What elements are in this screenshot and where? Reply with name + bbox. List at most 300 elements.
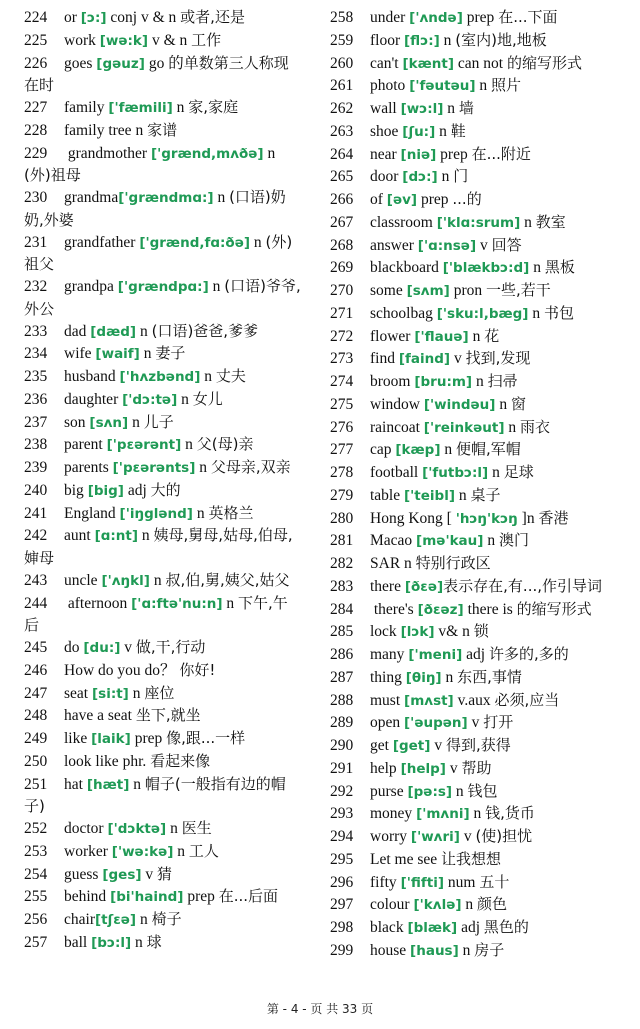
entry-meaning: 钱,货币 (485, 804, 535, 823)
entry-phonetic: [ges] (102, 866, 142, 883)
entry-part-of-speech: n (208, 278, 225, 295)
entry-number: 234 (24, 345, 48, 363)
entry-number: 263 (330, 122, 354, 140)
vocab-entry (24, 774, 302, 819)
entry-phonetic: [laik] (91, 731, 131, 747)
vocab-entry (330, 712, 606, 735)
vocab-entry (24, 525, 302, 570)
entry-phonetic: ['dɔ:tə] (122, 391, 178, 408)
entry-number: 267 (330, 213, 354, 231)
entry-part-of-speech: v& n (434, 623, 474, 641)
entry-word: dad (64, 322, 91, 340)
entry-phonetic: [θiŋ] (405, 669, 442, 686)
entry-number: 296 (330, 873, 354, 891)
entry-word: parent (64, 436, 107, 454)
entry-phonetic: ['pɛərənt] (106, 437, 182, 454)
entry-phonetic: [mə'kau] (416, 533, 484, 550)
vocab-entry (24, 232, 302, 277)
vocab-entry (330, 644, 606, 667)
vocab-entry (330, 189, 606, 212)
entry-word: some (370, 282, 407, 299)
vocab-entry (24, 751, 302, 774)
entry-word: daughter (64, 390, 123, 408)
entry-meaning: 窗 (510, 394, 526, 413)
entry-phonetic: ['ʌndə] (409, 10, 463, 26)
entry-number: 253 (24, 842, 48, 860)
entry-part-of-speech: prep (183, 888, 219, 906)
entry-word: raincoat (370, 418, 424, 436)
entry-word: How do you do？ (64, 661, 176, 679)
entry-number: 226 (24, 54, 48, 72)
entry-word: there's (370, 600, 418, 618)
vocab-entry (330, 439, 606, 462)
entry-part-of-speech: n (469, 805, 486, 823)
entry-phonetic: 'hɔŋ'kɔŋ (455, 510, 518, 527)
entry-phonetic: ['teibl] (404, 487, 456, 504)
vocab-entry (330, 303, 606, 326)
entry-part-of-speech: n (483, 532, 499, 550)
entry-phonetic: [get] (392, 738, 431, 754)
entry-number: 299 (330, 941, 354, 959)
entry-part-of-speech: n (166, 820, 182, 837)
entry-part-of-speech: go 的 (144, 54, 184, 72)
vocab-entry (330, 417, 606, 440)
vocab-entry (24, 434, 302, 457)
entry-part-of-speech: n (149, 571, 166, 589)
entry-meaning: 下午,午后 (24, 593, 288, 635)
entry-phonetic: [wə:k] (99, 32, 149, 49)
entry-number: 281 (330, 532, 354, 550)
entry-phonetic: [flɔ:] (404, 32, 440, 49)
entry-number: 279 (330, 486, 354, 504)
entry-phonetic: ['klɑ:srum] (436, 214, 521, 231)
entry-meaning: (外)祖父 (24, 232, 293, 274)
vocab-entry (24, 593, 302, 638)
entry-word: or (64, 9, 81, 26)
entry-word: window (370, 395, 424, 413)
entry-word: goes (64, 54, 97, 72)
entry-meaning: 东西,事情 (457, 667, 522, 686)
entry-number: 229 (24, 144, 48, 162)
entry-part-of-speech: prep (436, 145, 472, 163)
entry-word: table (370, 486, 404, 504)
entry-phonetic: [ðɛəz] (417, 601, 464, 618)
entry-phonetic: ['fifti] (400, 874, 444, 891)
entry-number: 251 (24, 775, 48, 793)
entry-phonetic: [kænt] (402, 55, 455, 72)
entry-meaning: (口语)奶奶,外婆 (24, 188, 286, 229)
entry-part-of-speech: phr. (118, 752, 151, 770)
entry-part-of-speech: prep (130, 730, 167, 747)
entry-meaning: 像,跟...一样 (166, 729, 246, 747)
entry-phonetic: [big] (87, 482, 124, 499)
entry-phonetic: [lɔk] (400, 624, 435, 641)
entry-number: 261 (330, 77, 354, 95)
entry-phonetic: ['iŋglənd] (119, 505, 193, 522)
entry-meaning: 教室 (535, 212, 566, 231)
entry-word: schoolbag (370, 304, 437, 322)
entry-word: classroom (370, 213, 437, 231)
entry-word: grandma (64, 189, 119, 206)
entry-word: do (64, 639, 84, 656)
entry-meaning: 许多的,多的 (488, 645, 569, 663)
entry-word: get (370, 737, 393, 754)
entry-word: wife (64, 345, 96, 363)
entry-number: 239 (24, 459, 48, 476)
entry-number: 268 (330, 236, 354, 254)
entry-number: 249 (24, 730, 48, 747)
entry-phonetic: [tʃɛə] (94, 912, 137, 928)
entry-part-of-speech: n (461, 896, 478, 914)
entry-meaning: 球 (146, 932, 162, 951)
vocab-entry (24, 570, 302, 593)
entry-number: 292 (330, 782, 354, 800)
vocab-entry (24, 909, 302, 932)
entry-number: 227 (24, 99, 48, 116)
entry-part-of-speech: prep (462, 9, 499, 26)
entry-phonetic: ['flauə] (414, 328, 469, 345)
entry-meaning: 的缩写形式 (516, 599, 592, 618)
entry-word: photo (370, 77, 410, 95)
entry-phonetic: ['grændmɑ:] (118, 190, 214, 206)
vocab-entry (24, 276, 302, 321)
entry-number: 277 (330, 441, 354, 459)
entry-phonetic: ['grænd,fɑ:ðə] (139, 234, 251, 251)
entry-word: shoe (370, 122, 403, 140)
page-footer: 第 - 4 - 页 共 33 页 (266, 1002, 374, 1016)
entry-part-of-speech: n (452, 782, 468, 800)
entry-phonetic: [dɔ:] (402, 169, 438, 186)
entry-meaning: 香港 (538, 508, 569, 527)
entry-number: 257 (24, 933, 48, 951)
vocab-entry (330, 166, 606, 189)
left-vocab-column (24, 7, 302, 955)
entry-part-of-speech: v (476, 236, 492, 254)
entry-number: 290 (330, 737, 354, 754)
entry-phonetic: [dæd] (90, 323, 137, 340)
entry-meaning: 儿子 (143, 412, 174, 431)
vocab-entry (330, 781, 606, 804)
entry-word: flower (370, 327, 415, 345)
entry-meaning: 表示存在,有...,作引导词 (443, 576, 602, 595)
entry-meaning: 的缩写形式 (506, 53, 582, 72)
vocab-entry (24, 886, 302, 909)
entry-meaning: 锁 (473, 622, 489, 641)
entry-meaning: 五十 (479, 872, 510, 891)
entry-number: 293 (330, 805, 354, 823)
entry-word: worker (64, 842, 112, 860)
entry-phonetic: [mʌst] (404, 692, 454, 709)
entry-part-of-speech: num (444, 873, 480, 891)
entry-meaning: 猜 (157, 864, 173, 883)
entry-number: 272 (330, 327, 354, 345)
entry-word: help (370, 759, 401, 777)
entry-phonetic: ['kʌlə] (413, 897, 462, 914)
vocab-entry (330, 940, 606, 963)
entry-number: 242 (24, 527, 48, 545)
entry-word: aunt (64, 527, 95, 545)
vocab-entry (24, 480, 302, 503)
entry-meaning: 门 (453, 167, 469, 186)
entry-meaning: 澳门 (498, 531, 529, 550)
vocab-entry (330, 599, 606, 622)
vocab-entry (330, 326, 606, 349)
entry-phonetic: [gəuz] (96, 55, 145, 72)
vocab-entry (330, 803, 606, 826)
entry-meaning: (口语)爷爷,外公 (24, 277, 301, 318)
entry-number: 273 (330, 350, 354, 368)
entry-part-of-speech: n (440, 441, 457, 459)
vocab-entry (330, 235, 606, 258)
entry-number: 283 (330, 577, 354, 595)
entry-word: England (64, 504, 120, 522)
entry-part-of-speech: n (172, 99, 189, 116)
entry-part-of-speech: v (141, 865, 158, 883)
vocab-entry (24, 818, 302, 841)
entry-number: 280 (330, 509, 354, 527)
entry-part-of-speech: n (437, 168, 454, 186)
entry-phonetic: ['reinkəut] (423, 419, 505, 436)
entry-word: colour (370, 896, 414, 914)
entry-number: 295 (330, 850, 354, 868)
entry-meaning: 姨母,舅母,姑母,伯母,婶母 (24, 526, 293, 567)
entry-phonetic: ['wə:kə] (111, 843, 174, 860)
entry-part-of-speech: n (263, 144, 276, 162)
entry-part-of-speech: conj v & n (106, 9, 181, 26)
entry-word: floor (370, 31, 405, 49)
entry-meaning: 帮助 (461, 758, 492, 777)
vocab-entry (24, 366, 302, 389)
entry-meaning: (使)担忧 (475, 827, 533, 845)
entry-word: parents (64, 459, 113, 476)
entry-meaning: 帽子(一般指有边的帽子) (24, 774, 286, 816)
entry-word: under (370, 9, 410, 26)
entry-phonetic: [bru:m] (414, 374, 473, 390)
entry-number: 238 (24, 436, 48, 454)
vocab-entry (24, 705, 302, 728)
entry-number: 240 (24, 481, 48, 499)
vocab-entry (330, 394, 606, 417)
entry-word: many (370, 646, 409, 663)
entry-phonetic: ['meni] (408, 647, 463, 663)
entry-word: must (370, 691, 405, 709)
entry-meaning: 在...下面 (498, 8, 558, 26)
entry-phonetic: ['fæmili] (108, 100, 173, 116)
entry-phonetic: [sʌm] (406, 283, 450, 299)
entry-part-of-speech: n (443, 100, 459, 117)
entry-word: chair (64, 911, 95, 928)
entry-number: 278 (330, 464, 354, 481)
entry-word: black (370, 919, 408, 936)
entry-meaning: 你好! (179, 660, 216, 679)
entry-meaning: 桌子 (470, 485, 501, 504)
entry-part-of-speech: n (136, 911, 152, 928)
entry-phonetic: [faind] (398, 351, 451, 368)
entry-part-of-speech: n (173, 842, 189, 860)
vocab-entry (330, 462, 606, 485)
vocab-entry (330, 75, 606, 98)
entry-part-of-speech: adj (462, 646, 489, 663)
entry-word: fifty (370, 873, 401, 891)
vocab-entry (24, 187, 302, 232)
entry-phonetic: ['ɑ:ftə'nu:n] (131, 595, 223, 612)
entry-word: husband (64, 368, 120, 385)
vocab-entry (330, 576, 606, 599)
entry-phonetic: [əv] (386, 192, 418, 208)
vocab-entry (24, 503, 302, 526)
entry-part-of-speech: v (467, 714, 484, 732)
entry-word: family tree (64, 121, 132, 139)
vocab-entry (330, 690, 606, 713)
vocab-entry (330, 667, 606, 690)
entry-word: family (64, 99, 109, 116)
vocab-entry (24, 412, 302, 435)
entry-meaning: 必须,应当 (494, 690, 560, 709)
entry-meaning: (室内)地,地板 (455, 30, 547, 49)
entry-word: answer (370, 236, 418, 254)
entry-meaning: 父(母)亲 (196, 435, 254, 454)
entry-meaning: 椅子 (151, 910, 182, 928)
entry-number: 225 (24, 31, 48, 49)
vocab-entry (24, 7, 302, 30)
entry-phonetic: [haus] (410, 942, 459, 959)
vocab-entry (24, 97, 302, 120)
entry-meaning: 坐下,就坐 (135, 706, 201, 725)
entry-word: son (64, 413, 90, 431)
entry-part-of-speech: n (441, 668, 458, 686)
entry-meaning: 工人 (188, 841, 219, 860)
vocab-entry (330, 7, 606, 30)
entry-word: worry (370, 828, 411, 845)
entry-word: football (370, 464, 423, 481)
entry-meaning: 英格兰 (208, 503, 254, 522)
vocab-entry (24, 457, 302, 480)
vocab-entry (24, 932, 302, 955)
entry-word: purse (370, 782, 408, 800)
entry-number: 255 (24, 888, 48, 906)
entry-number: 258 (330, 9, 354, 26)
vocab-entry (24, 660, 302, 683)
entry-part-of-speech: n (222, 594, 239, 612)
vocab-entry (330, 30, 606, 53)
entry-word: Macao (370, 532, 417, 550)
entry-word: grandfather (64, 233, 140, 251)
entry-number: 294 (330, 828, 354, 845)
entry-meaning: 或者,还是 (180, 8, 245, 26)
entry-word: can't (370, 54, 403, 72)
entry-meaning: 工作 (191, 30, 222, 49)
entry-number: 231 (24, 233, 48, 251)
entry-number: 265 (330, 168, 354, 186)
entry-meaning: 雨衣 (520, 417, 551, 436)
entry-meaning: 妻子 (155, 344, 186, 363)
entry-meaning: 足球 (503, 463, 534, 481)
entry-number: 247 (24, 684, 48, 702)
entry-phonetic: [bɔ:l] (91, 934, 132, 951)
entry-phonetic: [niə] (400, 146, 437, 163)
entry-phonetic: ['hʌzbənd] (119, 369, 201, 385)
entry-word: door (370, 168, 403, 186)
entry-part-of-speech: v (430, 737, 446, 754)
entry-phonetic: ['pɛərənts] (112, 460, 196, 476)
entry-part-of-speech: adj (123, 481, 151, 499)
entry-part-of-speech: ]n (517, 509, 539, 527)
entry-number: 233 (24, 322, 48, 340)
entry-phonetic: ['mʌni] (416, 806, 470, 823)
entry-part-of-speech: can not (454, 54, 507, 72)
vocab-entry (330, 212, 606, 235)
entry-part-of-speech: pron (449, 282, 487, 299)
entry-word: afternoon (64, 594, 132, 612)
entry-part-of-speech: n (520, 213, 536, 231)
entry-meaning: 鞋 (450, 121, 466, 140)
entry-word: Let me see (370, 850, 438, 868)
vocab-entry (24, 343, 302, 366)
entry-word: broom (370, 373, 415, 390)
entry-meaning: 得到,获得 (445, 736, 511, 754)
entry-number: 224 (24, 9, 48, 26)
entry-part-of-speech: n (250, 233, 266, 251)
entry-number: 289 (330, 714, 354, 732)
entry-word: blackboard (370, 259, 443, 277)
entry-meaning: 钱包 (467, 781, 498, 800)
entry-number: 246 (24, 661, 48, 679)
entry-part-of-speech: n (131, 933, 147, 951)
entry-part-of-speech: prep (417, 191, 453, 208)
entry-part-of-speech: v (459, 828, 476, 845)
vocab-entry (330, 872, 606, 895)
entry-word: house (370, 941, 411, 959)
entry-meaning: 回答 (491, 235, 522, 254)
vocab-entry (24, 728, 302, 751)
entry-meaning: (口语)爸爸,爹爹 (151, 321, 259, 340)
entry-number: 237 (24, 413, 48, 431)
entry-meaning: 家谱 (147, 120, 178, 139)
entry-meaning: 黑色的 (483, 918, 529, 936)
entry-meaning: 打开 (483, 713, 514, 732)
entry-part-of-speech: n (131, 121, 148, 139)
entry-meaning: 特别行政区 (415, 554, 491, 572)
vocab-entry (330, 735, 606, 758)
entry-part-of-speech: n (192, 504, 209, 522)
vocab-entry (330, 758, 606, 781)
vocab-entry (330, 917, 606, 940)
entry-word: cap (370, 441, 396, 459)
entry-number: 228 (24, 121, 48, 139)
entry-part-of-speech: n (129, 775, 145, 793)
vocab-entry (24, 389, 302, 412)
entry-number: 284 (330, 600, 354, 618)
entry-meaning: 一些,若干 (486, 281, 551, 299)
entry-meaning: 单数第三人称现在时 (24, 53, 289, 95)
entry-part-of-speech: n (529, 259, 545, 277)
entry-number: 297 (330, 896, 354, 914)
vocab-entry (330, 280, 606, 303)
entry-word: wall (370, 100, 401, 117)
entry-phonetic: [ɔ:] (80, 10, 107, 26)
entry-word: of (370, 191, 387, 208)
entry-number: 291 (330, 759, 354, 777)
entry-phonetic: [wɔ:l] (400, 101, 444, 117)
entry-phonetic: ['ʌŋkl] (101, 572, 150, 589)
entry-number: 235 (24, 368, 48, 385)
entry-number: 298 (330, 919, 354, 936)
entry-part-of-speech: n (181, 436, 197, 454)
entry-number: 264 (330, 145, 354, 163)
entry-phonetic: ['futbɔ:l] (422, 465, 489, 481)
entry-phonetic: ['grænd,mʌðə] (150, 145, 264, 162)
entry-meaning: (外)祖母 (24, 166, 81, 185)
